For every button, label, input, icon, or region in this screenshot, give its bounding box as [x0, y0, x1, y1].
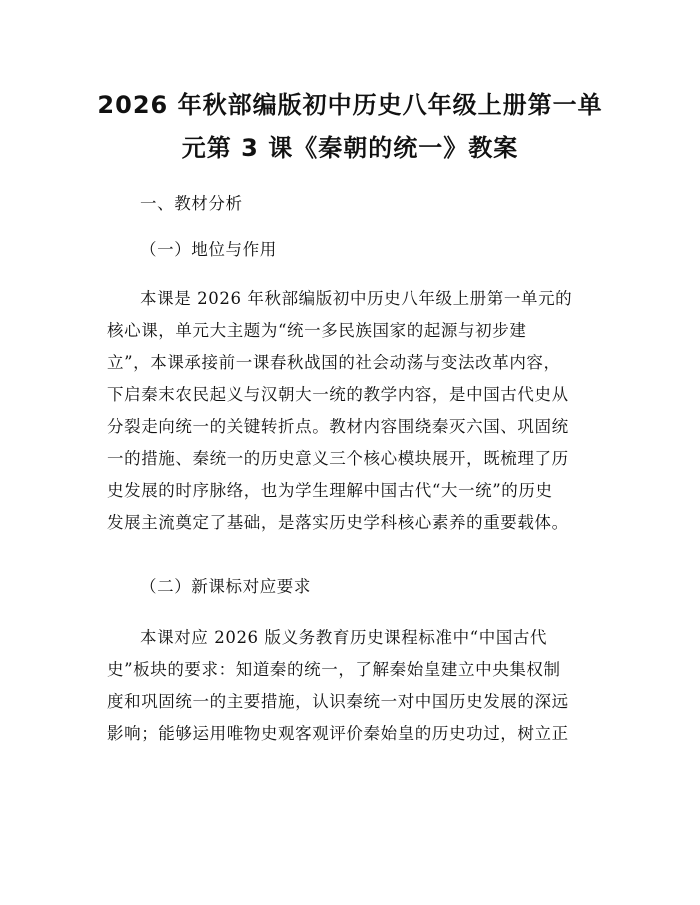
paragraph-2-line-1: 本课对应 2026 版义务教育历史课程标准中“中国古代 — [140, 628, 548, 647]
subsection-heading-position-and-role: （一）地位与作用 — [140, 240, 277, 259]
paragraph-1-line-8: 发展主流奠定了基础，是落实历史学科核心素养的重要载体。 — [107, 513, 569, 532]
paragraph-1-line-1: 本课是 2026 年秋部编版初中历史八年级上册第一单元的 — [140, 289, 573, 308]
document-title-line-1: 2026 年秋部编版初中历史八年级上册第一单 — [97, 91, 603, 119]
paragraph-1-line-6: 一的措施、秦统一的历史意义三个核心模块展开，既梳理了历 — [107, 449, 569, 468]
paragraph-1-line-2: 核心课，单元大主题为“统一多民族国家的起源与初步建 — [107, 321, 527, 340]
paragraph-1-line-7: 史发展的时序脉络，也为学生理解中国古代“大一统”的历史 — [107, 481, 553, 500]
paragraph-2-line-3: 度和巩固统一的主要措施，认识秦统一对中国历史发展的深远 — [107, 692, 569, 711]
paragraph-1-line-4: 下启秦末农民起义与汉朝大一统的教学内容，是中国古代史从 — [107, 385, 569, 404]
paragraph-1-line-3: 立”，本课承接前一课春秋战国的社会动荡与变法改革内容， — [107, 353, 561, 372]
paragraph-2-line-4: 影响；能够运用唯物史观客观评价秦始皇的历史功过，树立正 — [107, 724, 569, 743]
document-title-line-2: 元第 3 课《秦朝的统一》教案 — [181, 134, 519, 162]
section-heading-teaching-material-analysis: 一、教材分析 — [140, 194, 243, 213]
paragraph-2-line-2: 史”板块的要求：知道秦的统一，了解秦始皇建立中央集权制 — [107, 660, 561, 679]
paragraph-1-line-5: 分裂走向统一的关键转折点。教材内容围绕秦灭六国、巩固统 — [107, 417, 569, 436]
subsection-heading-curriculum-standard-requirements: （二）新课标对应要求 — [140, 577, 311, 596]
